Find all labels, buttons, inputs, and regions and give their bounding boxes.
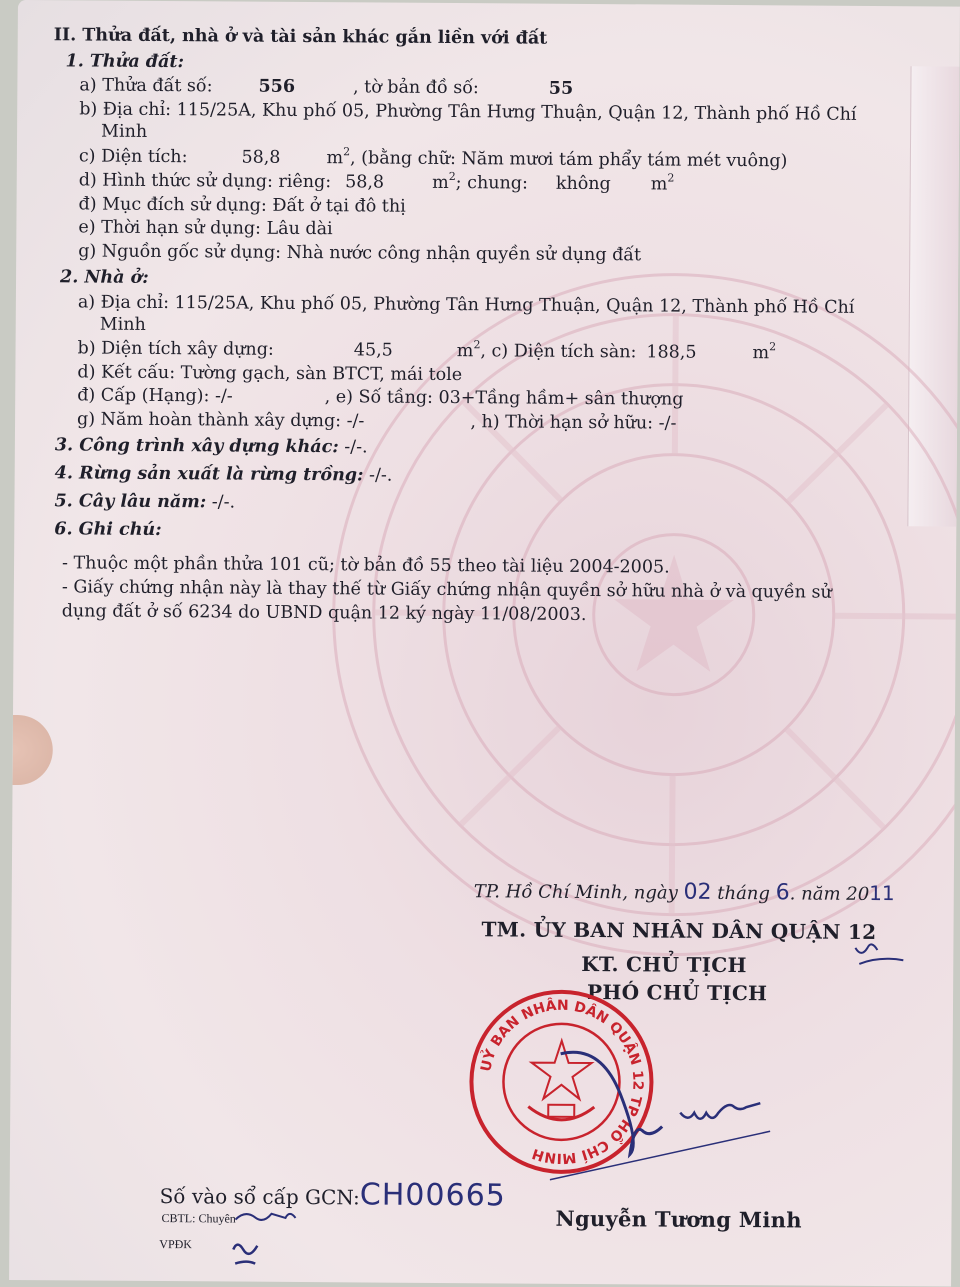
handwritten-day: 02 — [683, 879, 712, 905]
signature-scribble — [550, 1034, 791, 1186]
map-sheet-label: , tờ bản đồ số: — [353, 77, 479, 99]
thumb — [13, 715, 53, 785]
note-2-line2: dụng đất ở số 6234 do UBND quận 12 ký ngày 11/08/2003. — [61, 601, 587, 625]
role-line-2: PHÓ CHỦ TỊCH — [587, 979, 768, 1006]
common-unit: m — [650, 174, 668, 195]
gcn-label: Số vào sổ cấp GCN: — [159, 1184, 360, 1210]
floor-area-unit: m — [752, 343, 770, 364]
floor-area-value: 188,5 — [646, 342, 697, 363]
signer-name: Nguyễn Tương Minh — [555, 1205, 802, 1233]
house-year-row — [77, 408, 676, 434]
handwritten-mark-icon — [851, 936, 911, 972]
notes-heading: 6. Ghi chú: — [54, 519, 162, 541]
area-value: 58,8 — [241, 147, 281, 168]
land-a-row — [79, 74, 573, 99]
house-structure: d) Kết cấu: Tường gạch, sàn BTCT, mái tole — [77, 362, 463, 386]
perennial-trees-row: 5. Cây lâu năm: -/-. — [54, 491, 236, 513]
house-heading: 2. Nhà ở: — [59, 267, 149, 288]
parcel-label: a) Thửa đất số: — [79, 75, 213, 97]
floor-area-label: , c) Diện tích sàn: — [480, 341, 637, 363]
forest-row: 4. Rừng sản xuất là rừng trồng: -/-. — [54, 463, 393, 486]
ownership-term-label: , h) Thời hạn sở hữu: -/- — [470, 412, 677, 434]
build-area-value: 45,5 — [353, 340, 393, 361]
note-2-line1: - Giấy chứng nhận này là thay thế từ Giấy chứng nhận quyền sở hữu nhà ở và quyền sử — [61, 577, 832, 603]
svg-text:UỶ BAN NHÂN DÂN QUẬN 12 TP HỒ: UỶ BAN NHÂN DÂN QUẬN 12 TP HỒ CHÍ MINH — [478, 997, 646, 1167]
handwritten-month: 6 — [775, 880, 790, 906]
year-built-label: g) Năm hoàn thành xây dựng: -/- — [77, 409, 365, 432]
build-area-unit: m — [456, 341, 474, 362]
area-in-words: , (bằng chữ: Năm mươi tám phẩy tám mét vuông) — [350, 148, 788, 172]
common-label: ; chung: — [455, 173, 528, 194]
issue-date: TP. Hồ Chí Minh, ngày 02 tháng 6. năm 2011 — [473, 879, 895, 906]
gcn-number-row — [159, 1177, 506, 1214]
land-heading: 1. Thửa đất: — [65, 51, 185, 73]
section-title: II. Thửa đất, nhà ở và tài sản khác gắn liền với đất — [53, 25, 548, 49]
house-grade-row — [77, 384, 683, 410]
issuing-org: TM. ỦY BAN NHÂN DÂN QUẬN 12 — [481, 917, 877, 945]
private-unit: m — [432, 172, 449, 194]
certificate-page — [9, 0, 960, 1287]
usage-form-label: d) Hình thức sử dụng: riêng: — [78, 170, 332, 193]
handwritten-year: 11 — [869, 880, 895, 906]
house-address-line1: a) Địa chỉ: 115/25A, Khu phố 05, Phường Tân Hưng Thuận, Quận 12, Thành phố Hồ Chí — [77, 292, 855, 318]
vpdk-label: VPĐK — [159, 1237, 193, 1252]
parcel-number: 556 — [258, 76, 296, 97]
common-value: không — [555, 173, 611, 195]
land-usage-form-row: d) Hình thức sử dụng: riêng: 58,8 $m^2$; chung: không $m^2$ — [78, 170, 675, 195]
other-construction-row: 3. Công trình xây dựng khác: -/-. — [54, 435, 368, 458]
note-1: - Thuộc một phần thửa 101 cũ; tờ bản đồ 55 theo tài liệu 2004-2005. — [61, 553, 670, 578]
house-address-line2: Minh — [99, 314, 146, 335]
gcn-number: CH00665 — [359, 1177, 506, 1214]
map-sheet-number: 55 — [548, 78, 574, 99]
area-label: c) Diện tích: — [78, 146, 188, 168]
build-area-label: b) Diện tích xây dựng: — [77, 338, 274, 360]
house-area-row: b) Diện tích xây dựng: 45,5 $m^2$, c) Diện tích sàn: 188,5 $m^2$ — [77, 338, 777, 364]
land-purpose: đ) Mục đích sử dụng: Đất ở tại đô thị — [78, 194, 406, 217]
role-line-1: KT. CHỦ TỊCH — [581, 951, 747, 978]
grade-label: đ) Cấp (Hạng): -/- — [77, 385, 233, 407]
private-area: 58,8 — [345, 172, 385, 193]
land-term: e) Thời hạn sử dụng: Lâu dài — [78, 217, 333, 240]
area-unit: m — [326, 148, 344, 169]
floors-label: , e) Số tầng: 03+Tầng hầm+ sân thượng — [324, 387, 684, 410]
initials-scribble — [231, 1204, 311, 1275]
land-address-line2: Minh — [101, 121, 148, 142]
land-origin: g) Nguồn gốc sử dụng: Nhà nước công nhận quyền sử dụng đất — [78, 241, 642, 266]
land-address-line1: b) Địa chỉ: 115/25A, Khu phố 05, Phường Tân Hưng Thuận, Quận 12, Thành phố Hồ Chí — [79, 99, 857, 125]
land-area-row: c) Diện tích: 58,8 $m^2$, (bằng chữ: Năm mươi tám phẩy tám mét vuông) — [78, 145, 788, 172]
cbtl-label: CBTL: Chuyên — [161, 1211, 236, 1226]
